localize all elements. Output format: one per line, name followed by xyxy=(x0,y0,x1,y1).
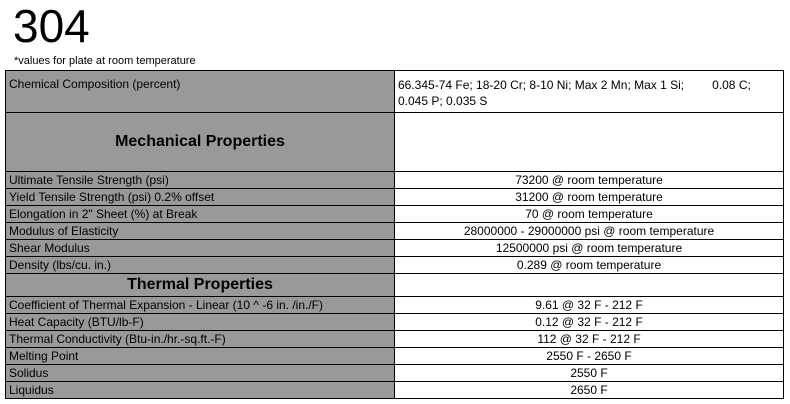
composition-value-part2: 0.08 C; xyxy=(712,78,751,92)
property-label: Elongation in 2" Sheet (%) at Break xyxy=(6,206,395,223)
empty-cell xyxy=(395,274,784,297)
table-row xyxy=(6,172,784,189)
table-row xyxy=(6,331,784,348)
property-label: Yield Tensile Strength (psi) 0.2% offset xyxy=(6,189,395,206)
property-value: 2550 F - 2650 F xyxy=(395,348,784,365)
property-label: Solidus xyxy=(6,365,395,382)
property-value: 12500000 psi @ room temperature xyxy=(395,240,784,257)
property-value: 9.61 @ 32 F - 212 F xyxy=(395,297,784,314)
property-label: Melting Point xyxy=(6,348,395,365)
table-row xyxy=(6,71,784,113)
table-row xyxy=(6,382,784,399)
table-row xyxy=(6,314,784,331)
table-row xyxy=(6,257,784,274)
composition-value-part3: 0.045 P; 0.035 S xyxy=(398,94,488,108)
property-label: Shear Modulus xyxy=(6,240,395,257)
thermal-heading: Thermal Properties xyxy=(6,274,395,297)
footnote: *values for plate at room temperature xyxy=(14,55,196,67)
property-label: Ultimate Tensile Strength (psi) xyxy=(6,172,395,189)
page-title: 304 xyxy=(13,0,90,52)
properties-table xyxy=(5,70,784,399)
table-row xyxy=(6,348,784,365)
property-label: Liquidus xyxy=(6,382,395,399)
composition-value-part1: 66.345-74 Fe; 18-20 Cr; 8-10 Ni; Max 2 Mn; Max 1 Si; xyxy=(398,78,685,92)
table-row xyxy=(6,206,784,223)
table-row xyxy=(6,365,784,382)
property-value: 70 @ room temperature xyxy=(395,206,784,223)
table-row xyxy=(6,240,784,257)
table-row xyxy=(6,297,784,314)
table-row xyxy=(6,189,784,206)
table-row xyxy=(6,274,784,297)
property-value: 73200 @ room temperature xyxy=(395,172,784,189)
property-label: Density (lbs/cu. in.) xyxy=(6,257,395,274)
table-row xyxy=(6,223,784,240)
mechanical-heading: Mechanical Properties xyxy=(6,113,395,172)
composition-label: Chemical Composition (percent) xyxy=(6,71,395,113)
property-value: 0.289 @ room temperature xyxy=(395,257,784,274)
empty-cell xyxy=(395,113,784,172)
property-label: Heat Capacity (BTU/lb-F) xyxy=(6,314,395,331)
property-value: 0.12 @ 32 F - 212 F xyxy=(395,314,784,331)
table-row xyxy=(6,113,784,172)
property-value: 2650 F xyxy=(395,382,784,399)
property-label: Thermal Conductivity (Btu-in./hr.-sq.ft.-F) xyxy=(6,331,395,348)
property-value: 31200 @ room temperature xyxy=(395,189,784,206)
property-label: Coefficient of Thermal Expansion - Linear (10 ^ -6 in. /in./F) xyxy=(6,297,395,314)
property-label: Modulus of Elasticity xyxy=(6,223,395,240)
property-value: 28000000 - 29000000 psi @ room temperature xyxy=(395,223,784,240)
property-value: 2550 F xyxy=(395,365,784,382)
property-value: 112 @ 32 F - 212 F xyxy=(395,331,784,348)
composition-value xyxy=(395,71,784,113)
